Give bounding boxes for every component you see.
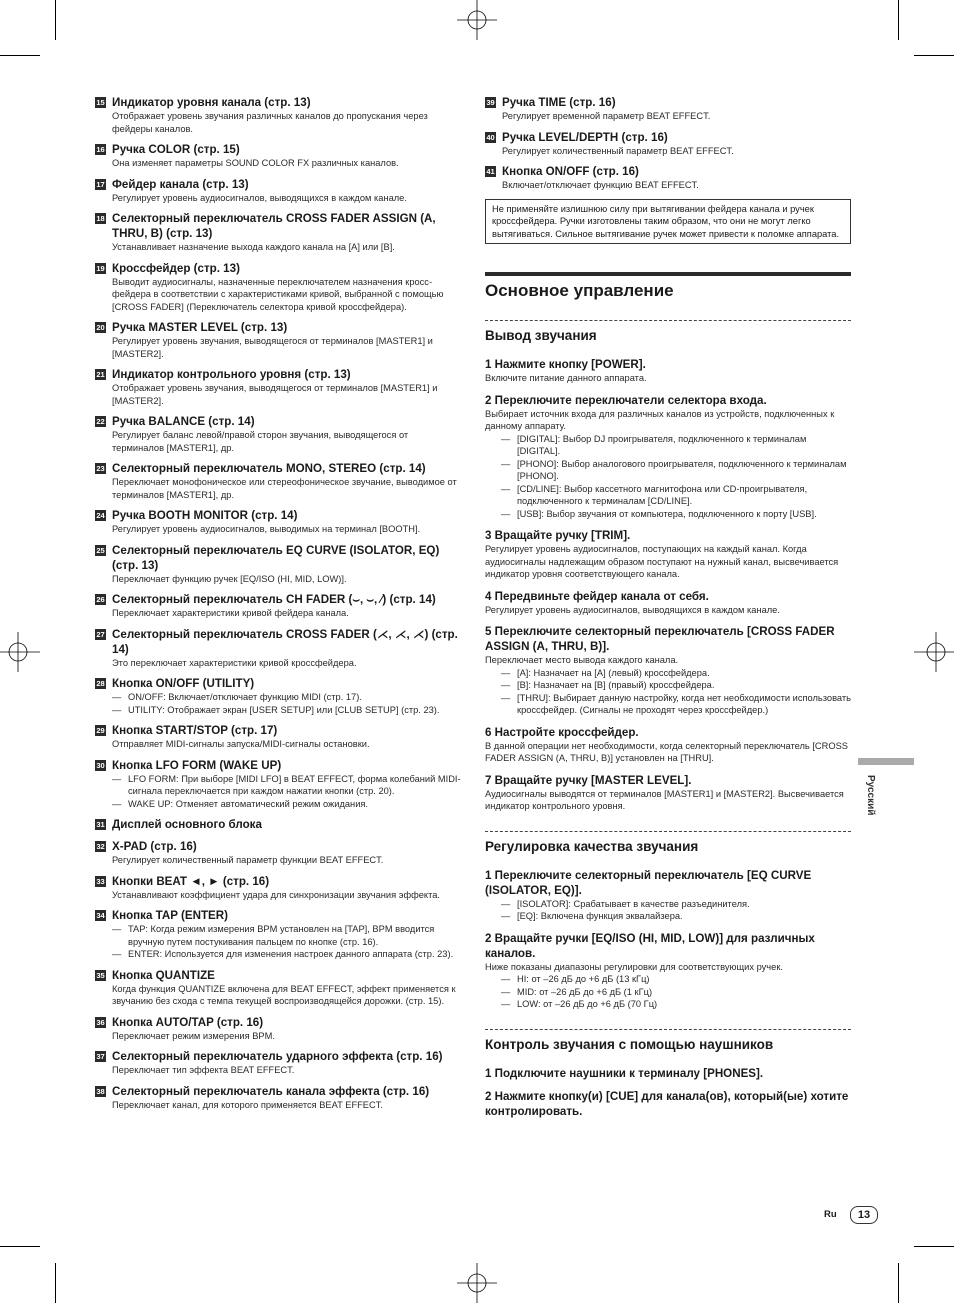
item-title — [95, 508, 461, 523]
crop-mark — [898, 1263, 899, 1303]
item-title — [95, 142, 461, 157]
item-title — [95, 817, 461, 832]
registration-mark — [0, 632, 40, 672]
item-number-badge: 16 — [96, 145, 105, 154]
item-description: Отображает уровень звучания различных каналов до пропускания через фейдеры каналов. — [112, 111, 428, 134]
left-column — [95, 95, 461, 1118]
item-description: Переключает функцию ручек [EQ/ISO (HI, MID, LOW)]. — [112, 573, 347, 584]
item-title-text: Кнопка START/STOP (стр. 17) — [112, 724, 278, 737]
item-number-badge: 27 — [96, 629, 105, 639]
step-title: 5 Переключите селекторный переключатель [CROSS FADER ASSIGN (A, THRU, B)]. — [485, 625, 835, 653]
item-description: Переключает характеристики кривой фейдера канала. — [112, 608, 349, 618]
item-title-text: Кнопка AUTO/TAP (стр. 16) — [112, 1015, 264, 1029]
item-title-text: Ручка BALANCE (стр. 14) — [112, 415, 255, 428]
item-number-badge: 29 — [96, 726, 105, 735]
crop-mark — [914, 1246, 954, 1247]
step — [485, 931, 851, 1011]
item-title — [95, 968, 461, 983]
main-heading-block — [485, 272, 851, 302]
step-description: В данной операции нет необходимости, когда селекторный переключатель [CROSS FADER ASSIGN (A, THRU, B)] установлен на [THRU]. — [485, 740, 848, 763]
step-title: 7 Вращайте ручку [MASTER LEVEL]. — [485, 773, 692, 787]
item-title-text: Ручка TIME (стр. 16) — [502, 96, 616, 109]
item-number-badge: 33 — [96, 876, 105, 886]
right-item-list — [485, 95, 851, 192]
step — [485, 393, 851, 521]
list-item — [95, 543, 461, 586]
item-number-badge: 34 — [96, 911, 105, 920]
item-description: Регулирует уровень аудиосигналов, выводящихся в каждом канале. — [112, 192, 407, 203]
step-title: 3 Вращайте ручку [TRIM]. — [485, 529, 631, 542]
list-item — [95, 758, 461, 811]
item-title — [95, 874, 461, 889]
item-number-badge: 26 — [96, 595, 105, 604]
step-description: Аудиосигналы выводятся от терминалов [MASTER1] и [MASTER2]. Высвечивается индикатор контрольного уровня. — [485, 788, 844, 811]
item-bullet: — WAKE UP: Отменяет автоматический режим ожидания. — [112, 798, 461, 811]
step-description: Переключает место вывода каждого канала. — [485, 655, 679, 665]
item-title — [95, 320, 461, 335]
item-number-badge: 40 — [486, 132, 495, 142]
item-title — [485, 95, 851, 110]
step-title: 2 Вращайте ручки [EQ/ISO (HI, MID, LOW)] для различных каналов. — [485, 931, 815, 960]
list-item — [95, 211, 461, 254]
page-number: 13 — [850, 1206, 878, 1224]
item-title-text: Индикатор уровня канала (стр. 13) — [112, 96, 311, 109]
warning-box: Не применяйте излишнюю силу при вытягивании фейдера канала и ручек кроссфейдера. Ручки изготовлены таким образом, что они не могут легко вытягиваться. Сильное вытягивание ручек может привести к поломке аппарата. — [485, 199, 851, 245]
step — [485, 589, 851, 617]
step — [485, 528, 851, 581]
crop-mark — [0, 1246, 40, 1247]
item-description: Отображает уровень звучания, выводящегося от терминалов [MASTER1] и [MASTER2]. — [112, 383, 438, 406]
registration-mark — [914, 632, 954, 672]
list-item — [95, 627, 461, 670]
step-bullet: — LOW: от –26 дБ до +6 дБ (70 Гц) — [485, 998, 851, 1011]
crop-mark — [55, 1263, 56, 1303]
registration-mark — [457, 1263, 497, 1303]
item-description: Регулирует уровень аудиосигналов, выводимых на терминал [BOOTH]. — [112, 524, 421, 534]
item-description: Переключает режим измерения BPM. — [112, 1030, 275, 1041]
item-title — [95, 676, 461, 691]
item-description: Устанавливает назначение выхода каждого канала на [A] или [B]. — [112, 242, 395, 252]
list-item — [485, 95, 851, 123]
item-number-badge: 38 — [96, 1086, 105, 1096]
step-bullet: — HI: от –26 дБ до +6 дБ (13 кГц) — [485, 973, 851, 986]
item-number-badge: 18 — [96, 214, 105, 223]
item-title-text: Дисплей основного блока — [112, 818, 262, 831]
item-title — [95, 908, 461, 923]
list-item — [485, 130, 851, 158]
list-item — [95, 908, 461, 961]
item-description: Она изменяет параметры SOUND COLOR FX различных каналов. — [112, 158, 399, 168]
item-number-badge: 37 — [96, 1052, 105, 1061]
footer-lang-code: Ru — [824, 1209, 837, 1220]
registration-mark — [457, 0, 497, 40]
item-number-badge: 15 — [96, 98, 105, 107]
step-title: 2 Переключите переключатели селектора входа. — [485, 393, 767, 407]
section — [485, 320, 851, 813]
step — [485, 624, 851, 717]
step-description: Регулирует уровень аудиосигналов, выводящихся в каждом канале. — [485, 604, 780, 615]
step — [485, 725, 851, 765]
step-title: 2 Нажмите кнопку(и) [CUE] для канала(ов), который(ые) хотите контролировать. — [485, 1089, 849, 1118]
item-bullet: — ENTER: Используется для изменения настроек данного аппарата (стр. 23). — [112, 948, 461, 961]
item-number-badge: 35 — [96, 970, 105, 980]
list-item — [95, 1084, 461, 1112]
item-title — [95, 758, 461, 773]
item-title — [95, 627, 461, 657]
item-number-badge: 19 — [96, 263, 105, 273]
item-title-text: Селекторный переключатель MONO, STEREO (стр. 14) — [112, 462, 426, 475]
item-bullet: — UTILITY: Отображает экран [USER SETUP] или [CLUB SETUP] (стр. 23). — [112, 704, 461, 717]
item-description: Это переключает характеристики кривой кроссфейдера. — [112, 657, 357, 668]
item-description: Выводит аудиосигналы, назначенные переключателем назначения кросс-фейдера в соответствии с характеристиками кривой, выбранной с помощью [CROSS FADER] (Переключатель селектора кривой кроссфейдера). — [112, 276, 444, 312]
list-item — [95, 508, 461, 536]
list-item — [95, 177, 461, 205]
step-description: Выбирает источник входа для различных каналов из устройств, подключенных к данному аппарату. — [485, 408, 835, 431]
item-title-text: Кнопка QUANTIZE — [112, 968, 215, 982]
step-bullet: — [EQ]: Включена функция эквалайзера. — [485, 910, 851, 923]
item-title-text: Селекторный переключатель EQ CURVE (ISOLATOR, EQ) (стр. 13) — [112, 543, 440, 572]
item-title-text: Ручка BOOTH MONITOR (стр. 14) — [112, 509, 298, 522]
step — [485, 1066, 851, 1081]
item-title — [95, 414, 461, 429]
item-description: Регулирует количественный параметр функции BEAT EFFECT. — [112, 855, 384, 865]
item-title — [95, 177, 461, 192]
step-title: 1 Нажмите кнопку [POWER]. — [485, 358, 646, 371]
item-title — [95, 723, 461, 738]
item-title — [95, 211, 461, 241]
item-title — [95, 95, 461, 110]
item-number-badge: 39 — [486, 98, 495, 107]
item-bullet: — TAP: Когда режим измерения BPM установлен на [TAP], BPM вводится вручную путем постукивания пальцем по кнопке (стр. 16). — [112, 923, 461, 948]
list-item — [95, 817, 461, 832]
item-number-badge: 28 — [96, 679, 105, 688]
item-title — [95, 1015, 461, 1030]
step-bullet: — [ISOLATOR]: Срабатывает в качестве разъединителя. — [485, 898, 851, 911]
item-title-text: Фейдер канала (стр. 13) — [112, 177, 249, 191]
step — [485, 868, 851, 923]
list-item — [95, 592, 461, 620]
item-title-text: Кнопка ON/OFF (UTILITY) — [112, 677, 255, 690]
item-description: Переключает монофоническое или стереофоническое звучание, выводимое от терминалов [MASTER1], др. — [112, 477, 457, 500]
item-title — [95, 261, 461, 276]
item-title — [95, 461, 461, 476]
item-description: Регулирует количественный параметр BEAT EFFECT. — [502, 145, 734, 156]
item-description: Регулирует баланс левой/правой сторон звучания, выводящегося от терминалов [MASTER1], др. — [112, 430, 409, 453]
item-title — [95, 367, 461, 382]
item-title-text: Ручка MASTER LEVEL (стр. 13) — [112, 321, 288, 334]
item-title-text: X-PAD (стр. 16) — [112, 840, 197, 853]
item-number-badge: 36 — [96, 1017, 105, 1027]
step-title: 1 Подключите наушники к терминалу [PHONES]. — [485, 1066, 764, 1080]
crop-mark — [898, 0, 899, 40]
right-column — [485, 95, 851, 1127]
item-number-badge: 41 — [486, 167, 495, 176]
list-item — [485, 164, 851, 192]
crop-mark — [914, 55, 954, 56]
step-bullet: — [CD/LINE]: Выбор кассетного магнитофона или CD-проигрывателя, подключенного к терминалам [CD/LINE]. — [485, 483, 851, 508]
list-item — [95, 320, 461, 360]
item-bullet: — ON/OFF: Включает/отключает функцию MIDI (стр. 17). — [112, 691, 461, 704]
item-description: Устанавливают коэффициент удара для синхронизации звучания эффекта. — [112, 889, 441, 900]
item-title — [95, 592, 461, 607]
step-description: Включите питание данного аппарата. — [485, 373, 647, 383]
step-bullet: — [DIGITAL]: Выбор DJ проигрывателя, подключенного к терминалам [DIGITAL]. — [485, 433, 851, 458]
step — [485, 773, 851, 813]
item-number-badge: 31 — [96, 820, 105, 829]
step-bullet: — [B]: Назначает на [B] (правый) кроссфейдера. — [485, 679, 851, 692]
item-number-badge: 22 — [96, 417, 105, 426]
item-description: Регулирует уровень звучания, выводящегося от терминалов [MASTER1] и [MASTER2]. — [112, 336, 433, 359]
item-description: Регулирует временной параметр BEAT EFFECT. — [502, 111, 711, 121]
step-description: Ниже показаны диапазоны регулировки для соответствующих ручек. — [485, 961, 783, 972]
item-title — [95, 543, 461, 573]
item-number-badge: 20 — [96, 323, 105, 332]
item-title — [485, 130, 851, 145]
step-bullet: — MID: от –26 дБ до +6 дБ (1 кГц) — [485, 986, 851, 999]
step-title: 6 Настройте кроссфейдер. — [485, 725, 639, 739]
list-item — [95, 1049, 461, 1077]
step-title: 1 Переключите селекторный переключатель [EQ CURVE (ISOLATOR, EQ)]. — [485, 868, 812, 897]
list-item — [95, 367, 461, 407]
step-bullet: — [PHONO]: Выбор аналогового проигрывателя, подключенного к терминалам [PHONO]. — [485, 458, 851, 483]
list-item — [95, 1015, 461, 1043]
list-item — [95, 95, 461, 135]
item-description: Отправляет MIDI-сигналы запуска/MIDI-сигналы остановки. — [112, 739, 370, 749]
item-title-text: Кнопка TAP (ENTER) — [112, 909, 228, 922]
item-title-text: Селекторный переключатель CROSS FADER ASSIGN (A, THRU, B) (стр. 13) — [112, 212, 436, 240]
item-title — [95, 1049, 461, 1064]
item-title-text: Ручка LEVEL/DEPTH (стр. 16) — [502, 130, 668, 144]
list-item — [95, 461, 461, 501]
item-number-badge: 24 — [96, 511, 105, 520]
step-title: 4 Передвиньте фейдер канала от себя. — [485, 589, 709, 603]
step-description: Регулирует уровень аудиосигналов, поступающих на каждый канал. Когда аудиосигналы надлежащим образом поступают на нужный канал, высвечивается индикатор уровня соответствующего канала. — [485, 544, 839, 579]
item-description: Включает/отключает функцию BEAT EFFECT. — [502, 180, 699, 190]
sections — [485, 320, 851, 1119]
item-title-text: Селекторный переключатель CROSS FADER (⋌, ⋌, ⋌) (стр. 14) — [112, 627, 458, 656]
item-number-badge: 30 — [96, 760, 105, 770]
item-title-text: Кнопки BEAT ◄, ► (стр. 16) — [112, 874, 270, 888]
item-number-badge: 23 — [96, 464, 105, 473]
list-item — [95, 874, 461, 902]
item-number-badge: 25 — [96, 545, 105, 555]
item-title-text: Кнопка LFO FORM (WAKE UP) — [112, 758, 282, 772]
item-title — [95, 839, 461, 854]
list-item — [95, 839, 461, 867]
crop-mark — [0, 55, 40, 56]
section — [485, 1029, 851, 1119]
section-heading: Контроль звучания с помощью наушников — [485, 1036, 774, 1052]
item-number-badge: 17 — [96, 179, 105, 189]
item-title — [485, 164, 851, 179]
list-item — [95, 723, 461, 751]
item-title-text: Индикатор контрольного уровня (стр. 13) — [112, 368, 351, 381]
list-item — [95, 968, 461, 1008]
item-description: Переключает канал, для которого применяется BEAT EFFECT. — [112, 1099, 383, 1110]
language-tab-bar — [858, 758, 914, 765]
item-description: Когда функция QUANTIZE включена для BEAT EFFECT, эффект применяется к звучанию без схода с темпа текущей воспроизводящейся дорожки. (стр. 15). — [112, 983, 456, 1006]
item-description: Переключает тип эффекта BEAT EFFECT. — [112, 1065, 295, 1075]
item-bullet: — LFO FORM: При выборе [MIDI LFO] в BEAT EFFECT, форма колебаний MIDI-сигнала переключается при каждом нажатии кнопки (стр. 20). — [112, 773, 461, 798]
item-title-text: Селекторный переключатель канала эффекта (стр. 16) — [112, 1084, 430, 1098]
list-item — [95, 261, 461, 314]
step-bullet: — [USB]: Выбор звучания от компьютера, подключенного к порту [USB]. — [485, 508, 851, 521]
item-title-text: Кроссфейдер (стр. 13) — [112, 261, 240, 275]
crop-mark — [55, 0, 56, 40]
item-title — [95, 1084, 461, 1099]
list-item — [95, 142, 461, 170]
section-heading: Регулировка качества звучания — [485, 838, 699, 854]
item-title-text: Ручка COLOR (стр. 15) — [112, 143, 240, 156]
item-number-badge: 21 — [96, 370, 105, 379]
step-bullet: — [THRU]: Выбирает данную настройку, когда нет необходимости использовать кроссфейдер. (Сигналы не проходят через кроссфейдер.) — [485, 692, 851, 717]
step — [485, 357, 851, 385]
step — [485, 1089, 851, 1119]
list-item — [95, 676, 461, 716]
item-title-text: Кнопка ON/OFF (стр. 16) — [502, 165, 639, 178]
main-heading: Основное управление — [485, 281, 674, 300]
item-title-text: Селекторный переключатель CH FADER (⌣, ⌣, ⁄) (стр. 14) — [112, 593, 436, 606]
language-label: Русский — [865, 775, 876, 816]
list-item — [95, 414, 461, 454]
section-heading: Вывод звучания — [485, 328, 597, 343]
item-title-text: Селекторный переключатель ударного эффекта (стр. 16) — [112, 1050, 443, 1063]
item-number-badge: 32 — [96, 842, 105, 851]
step-bullet: — [A]: Назначает на [A] (левый) кроссфейдера. — [485, 667, 851, 680]
section — [485, 831, 851, 1011]
